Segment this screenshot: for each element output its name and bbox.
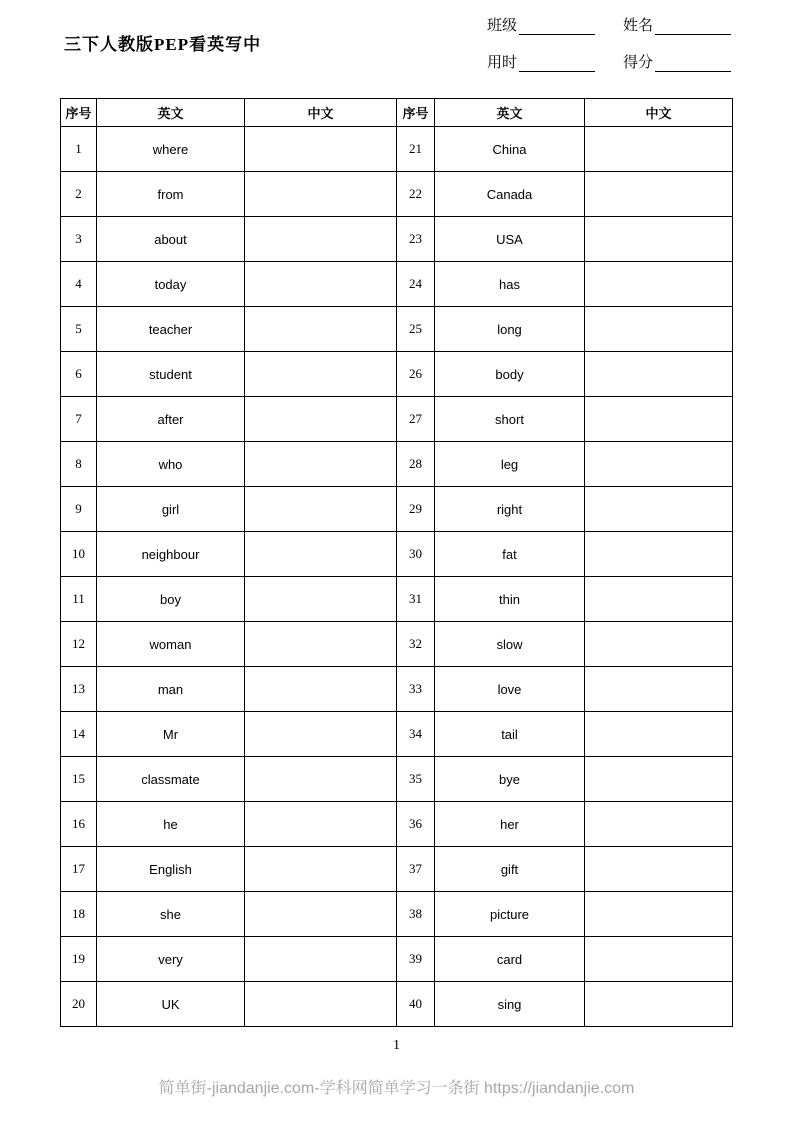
name-field-label: 姓名 [622,18,653,34]
chinese-cell [245,757,397,802]
score-blank-line [655,56,731,72]
chinese-cell [245,262,397,307]
chinese-cell [585,352,733,397]
chinese-cell [585,712,733,757]
column-header-index-right: 序号 [397,99,435,127]
english-cell: boy [97,577,245,622]
chinese-cell [245,352,397,397]
english-cell: slow [435,622,585,667]
english-cell: after [97,397,245,442]
index-cell: 7 [61,397,97,442]
class-field [487,14,595,35]
chinese-cell [585,442,733,487]
english-cell: bye [435,757,585,802]
index-cell: 11 [61,577,97,622]
index-cell: 17 [61,847,97,892]
table-row [61,937,733,982]
index-cell: 22 [397,172,435,217]
table-row [61,172,733,217]
index-cell: 34 [397,712,435,757]
index-cell: 12 [61,622,97,667]
english-cell: long [435,307,585,352]
footer-site-text: 简单街-jiandanjie.com-学科网简单学习一条街 https://jiandanjie.com [158,1080,635,1097]
index-cell: 39 [397,937,435,982]
index-cell: 20 [61,982,97,1027]
english-cell: leg [435,442,585,487]
index-cell: 19 [61,937,97,982]
english-cell: English [97,847,245,892]
score-field-label: 得分 [622,55,653,71]
chinese-cell [245,307,397,352]
chinese-cell [245,442,397,487]
english-cell: body [435,352,585,397]
chinese-cell [245,217,397,262]
chinese-cell [585,802,733,847]
chinese-cell [245,172,397,217]
english-cell: fat [435,532,585,577]
column-header-index-left: 序号 [61,99,97,127]
index-cell: 37 [397,847,435,892]
english-cell: who [97,442,245,487]
table-row [61,847,733,892]
chinese-cell [245,892,397,937]
index-cell: 26 [397,352,435,397]
chinese-cell [245,712,397,757]
header-fields-row-1 [487,14,731,35]
english-cell: China [435,127,585,172]
index-cell: 36 [397,802,435,847]
chinese-cell [585,937,733,982]
column-header-english-left: 英文 [97,99,245,127]
chinese-cell [585,487,733,532]
name-blank-line [655,19,731,35]
table-row [61,487,733,532]
english-cell: girl [97,487,245,532]
column-header-chinese-left: 中文 [245,99,397,127]
index-cell: 25 [397,307,435,352]
english-cell: thin [435,577,585,622]
chinese-cell [245,667,397,712]
chinese-cell [245,622,397,667]
english-cell: USA [435,217,585,262]
english-cell: sing [435,982,585,1027]
english-cell: picture [435,892,585,937]
chinese-cell [585,397,733,442]
time-field-label: 用时 [486,55,517,71]
index-cell: 14 [61,712,97,757]
english-cell: man [97,667,245,712]
header-fields [487,14,731,72]
english-cell: today [97,262,245,307]
chinese-cell [245,487,397,532]
chinese-cell [245,397,397,442]
chinese-cell [585,217,733,262]
english-cell: teacher [97,307,245,352]
english-cell: student [97,352,245,397]
index-cell: 18 [61,892,97,937]
table-row [61,622,733,667]
chinese-cell [585,127,733,172]
index-cell: 13 [61,667,97,712]
page-number: 1 [393,1038,400,1053]
column-header-english-right: 英文 [435,99,585,127]
table-row [61,307,733,352]
index-cell: 5 [61,307,97,352]
header-fields-row-2 [487,51,731,72]
english-cell: where [97,127,245,172]
english-cell: UK [97,982,245,1027]
english-cell: right [435,487,585,532]
table-row [61,712,733,757]
index-cell: 29 [397,487,435,532]
chinese-cell [585,307,733,352]
index-cell: 8 [61,442,97,487]
class-field-label: 班级 [486,18,517,34]
english-cell: about [97,217,245,262]
table-row [61,352,733,397]
index-cell: 28 [397,442,435,487]
score-field [623,51,731,72]
english-cell: he [97,802,245,847]
chinese-cell [585,892,733,937]
chinese-cell [245,847,397,892]
english-cell: she [97,892,245,937]
index-cell: 9 [61,487,97,532]
index-cell: 30 [397,532,435,577]
name-field [623,14,731,35]
english-cell: her [435,802,585,847]
english-cell: card [435,937,585,982]
chinese-cell [585,172,733,217]
page-title: 三下人教版PEP看英写中 [64,35,262,54]
chinese-cell [245,577,397,622]
table-row [61,667,733,712]
chinese-cell [585,622,733,667]
english-cell: from [97,172,245,217]
index-cell: 10 [61,532,97,577]
english-cell: tail [435,712,585,757]
chinese-cell [585,757,733,802]
english-cell: very [97,937,245,982]
table-row [61,442,733,487]
chinese-cell [245,532,397,577]
english-cell: Mr [97,712,245,757]
table-row [61,397,733,442]
index-cell: 1 [61,127,97,172]
index-cell: 38 [397,892,435,937]
index-cell: 40 [397,982,435,1027]
table-header-row [61,99,733,127]
table-row [61,757,733,802]
table-row [61,532,733,577]
page-header [0,0,793,72]
table-row [61,982,733,1027]
index-cell: 21 [397,127,435,172]
chinese-cell [585,262,733,307]
index-cell: 6 [61,352,97,397]
word-table [60,98,733,1027]
index-cell: 15 [61,757,97,802]
english-cell: love [435,667,585,712]
table-row [61,802,733,847]
english-cell: short [435,397,585,442]
index-cell: 35 [397,757,435,802]
index-cell: 2 [61,172,97,217]
english-cell: Canada [435,172,585,217]
chinese-cell [585,667,733,712]
time-blank-line [519,56,595,72]
word-table-body [61,127,733,1027]
index-cell: 31 [397,577,435,622]
index-cell: 33 [397,667,435,712]
chinese-cell [245,802,397,847]
index-cell: 16 [61,802,97,847]
chinese-cell [245,982,397,1027]
index-cell: 32 [397,622,435,667]
english-cell: woman [97,622,245,667]
table-row [61,577,733,622]
chinese-cell [245,937,397,982]
table-row [61,217,733,262]
chinese-cell [245,127,397,172]
column-header-chinese-right: 中文 [585,99,733,127]
index-cell: 24 [397,262,435,307]
chinese-cell [585,847,733,892]
english-cell: gift [435,847,585,892]
index-cell: 4 [61,262,97,307]
table-row [61,262,733,307]
table-row [61,892,733,937]
index-cell: 3 [61,217,97,262]
english-cell: classmate [97,757,245,802]
chinese-cell [585,982,733,1027]
chinese-cell [585,577,733,622]
index-cell: 23 [397,217,435,262]
class-blank-line [519,19,595,35]
chinese-cell [585,532,733,577]
english-cell: has [435,262,585,307]
table-row [61,127,733,172]
english-cell: neighbour [97,532,245,577]
index-cell: 27 [397,397,435,442]
time-field [487,51,595,72]
